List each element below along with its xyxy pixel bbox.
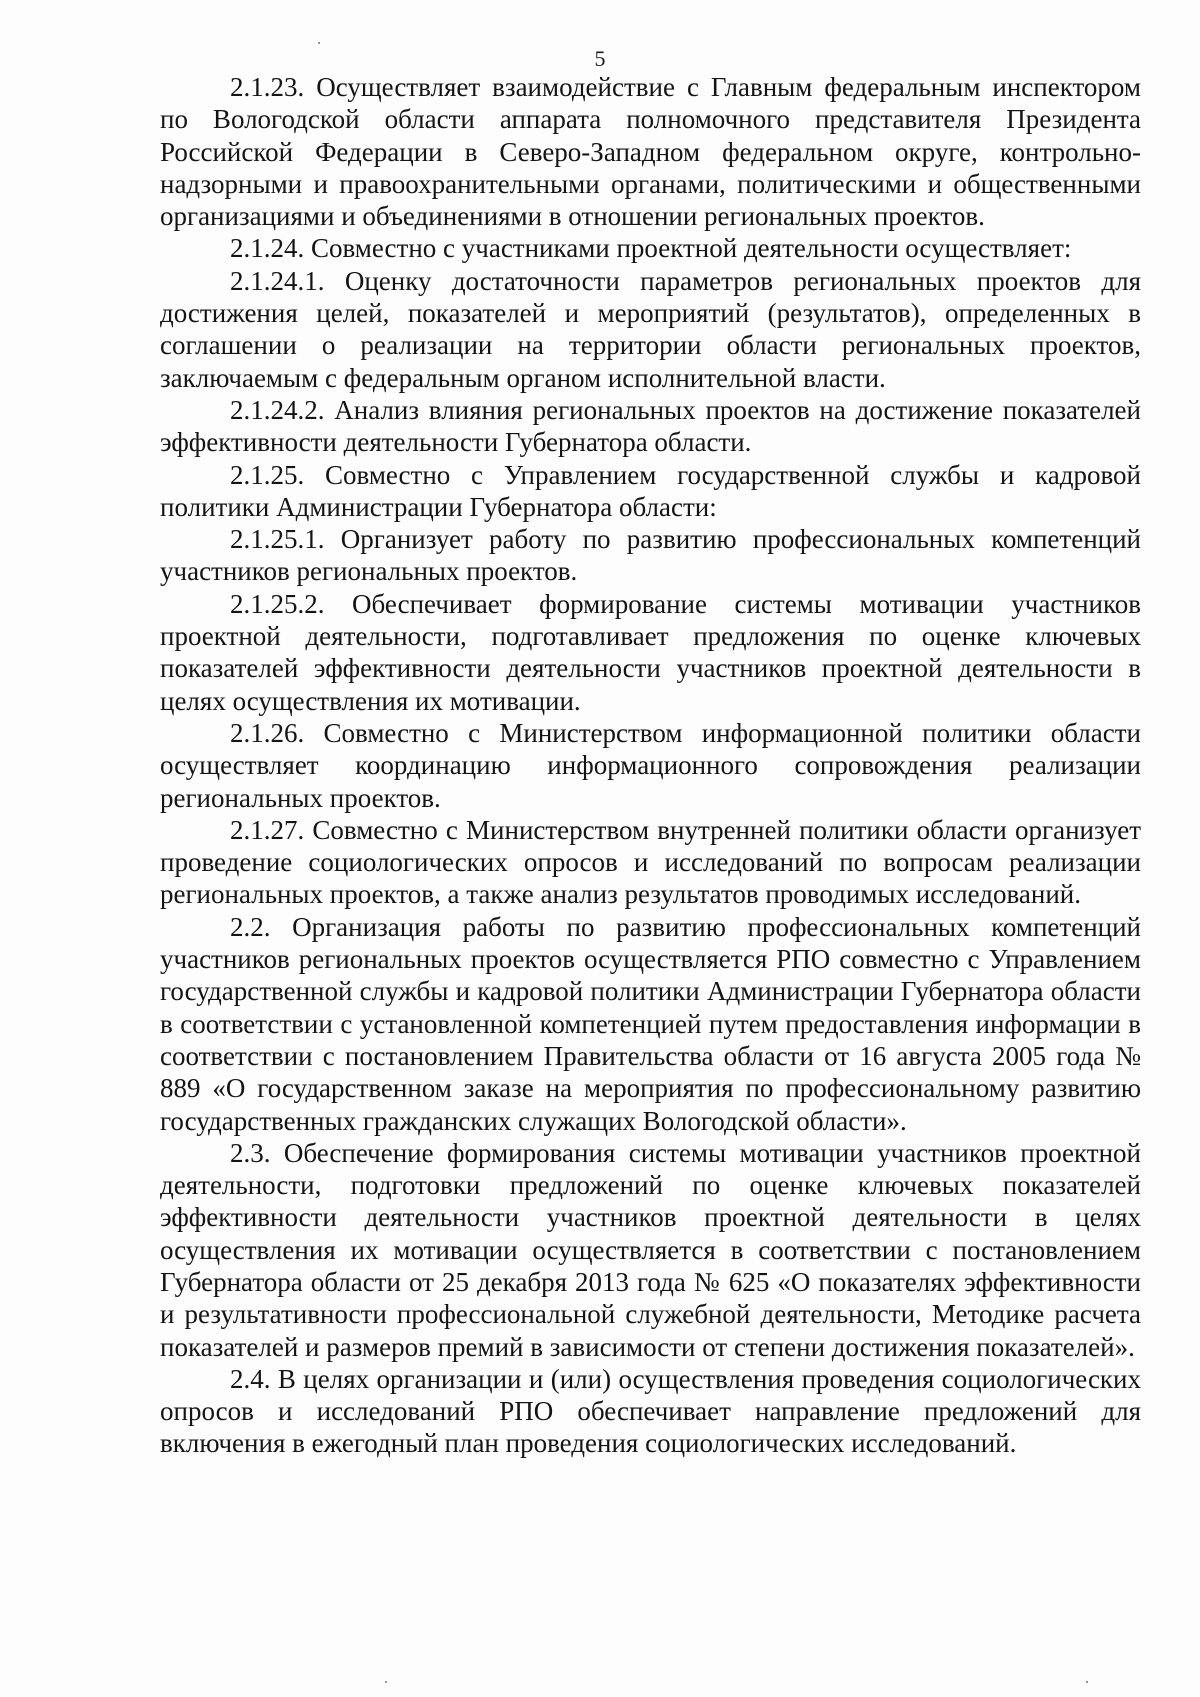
paragraph-2-1-25-2: 2.1.25.2. Обеспечивает формирование системы мотивации участников проектной деятельности, подготавливает предложения по оценке ключевых показателей эффективности деятельности участников проектной деятельности в целях осуществления их мотивации. (160, 588, 1141, 716)
page-number: 5 (594, 46, 606, 71)
paragraph-2-1-26: 2.1.26. Совместно с Министерством информационной политики области осуществляет координацию информационного сопровождения реализации региональных проектов. (160, 717, 1141, 813)
paragraph-2-1-27: 2.1.27. Совместно с Министерством внутренней политики области организует проведение социологических опросов и исследований по вопросам реализации региональных проектов, а также анализ результатов проводимых исследований. (160, 814, 1141, 910)
paragraph-2-1-23: 2.1.23. Осуществляет взаимодействие с Главным федеральным инспектором по Вологодской области аппарата полномочного представителя Президента Российской Федерации в Северо-Западном федеральном округе, контрольно-надзорными и правоохранительными органами, политическими и общественными организациями и объединениями в отношении региональных проектов. (160, 72, 1141, 232)
paragraph-2-1-25: 2.1.25. Совместно с Управлением государственной службы и кадровой политики Администрации Губернатора области: (160, 459, 1141, 522)
scan-speck (318, 42, 320, 44)
scan-speck (385, 1681, 387, 1683)
paragraph-2-1-24-2: 2.1.24.2. Анализ влияния региональных проектов на достижение показателей эффективности деятельности Губернатора области. (160, 394, 1141, 458)
paragraph-2-4: 2.4. В целях организации и (или) осуществления проведения социологических опросов и исследований РПО обеспечивает направление предложений для включения в ежегодный план проведения социологических исследований. (160, 1363, 1141, 1459)
paragraph-2-1-24: 2.1.24. Совместно с участниками проектной деятельности осуществляет: (230, 233, 1072, 264)
paragraph-2-1-25-1: 2.1.25.1. Организует работу по развитию профессиональных компетенций участников региональных проектов. (160, 524, 1141, 587)
paragraph-2-2: 2.2. Организация работы по развитию профессиональных компетенций участников региональных проектов осуществляется РПО совместно с Управлением государственной службы и кадровой политики Администрации Губернатора области в соответствии с установленной компетенцией путем предоставления информации в соответствии с постановлением Правительства области от 16 августа 2005 года № 889 «О государственном заказе на мероприятия по профессиональному развитию государственных гражданских служащих Вологодской области». (160, 911, 1141, 1136)
document-body (160, 71, 1141, 1460)
paragraph-2-3: 2.3. Обеспечение формирования системы мотивации участников проектной деятельности, подготовки предложений по оценке ключевых показателей эффективности деятельности участников проектной деятельности в целях осуществления их мотивации осуществляется в соответствии с постановлением Губернатора области от 25 декабря 2013 года № 625 «О показателях эффективности и результативности профессиональной служебной деятельности, Методике расчета показателей и размеров премий в зависимости от степени достижения показателей». (160, 1137, 1141, 1362)
paragraph-2-1-24-1: 2.1.24.1. Оценку достаточности параметров региональных проектов для достижения целей, показателей и мероприятий (результатов), определенных в соглашении о реализации на территории области региональных проектов, заключаемым с федеральным органом исполнительной власти. (160, 265, 1141, 393)
scan-speck (1086, 1681, 1088, 1683)
